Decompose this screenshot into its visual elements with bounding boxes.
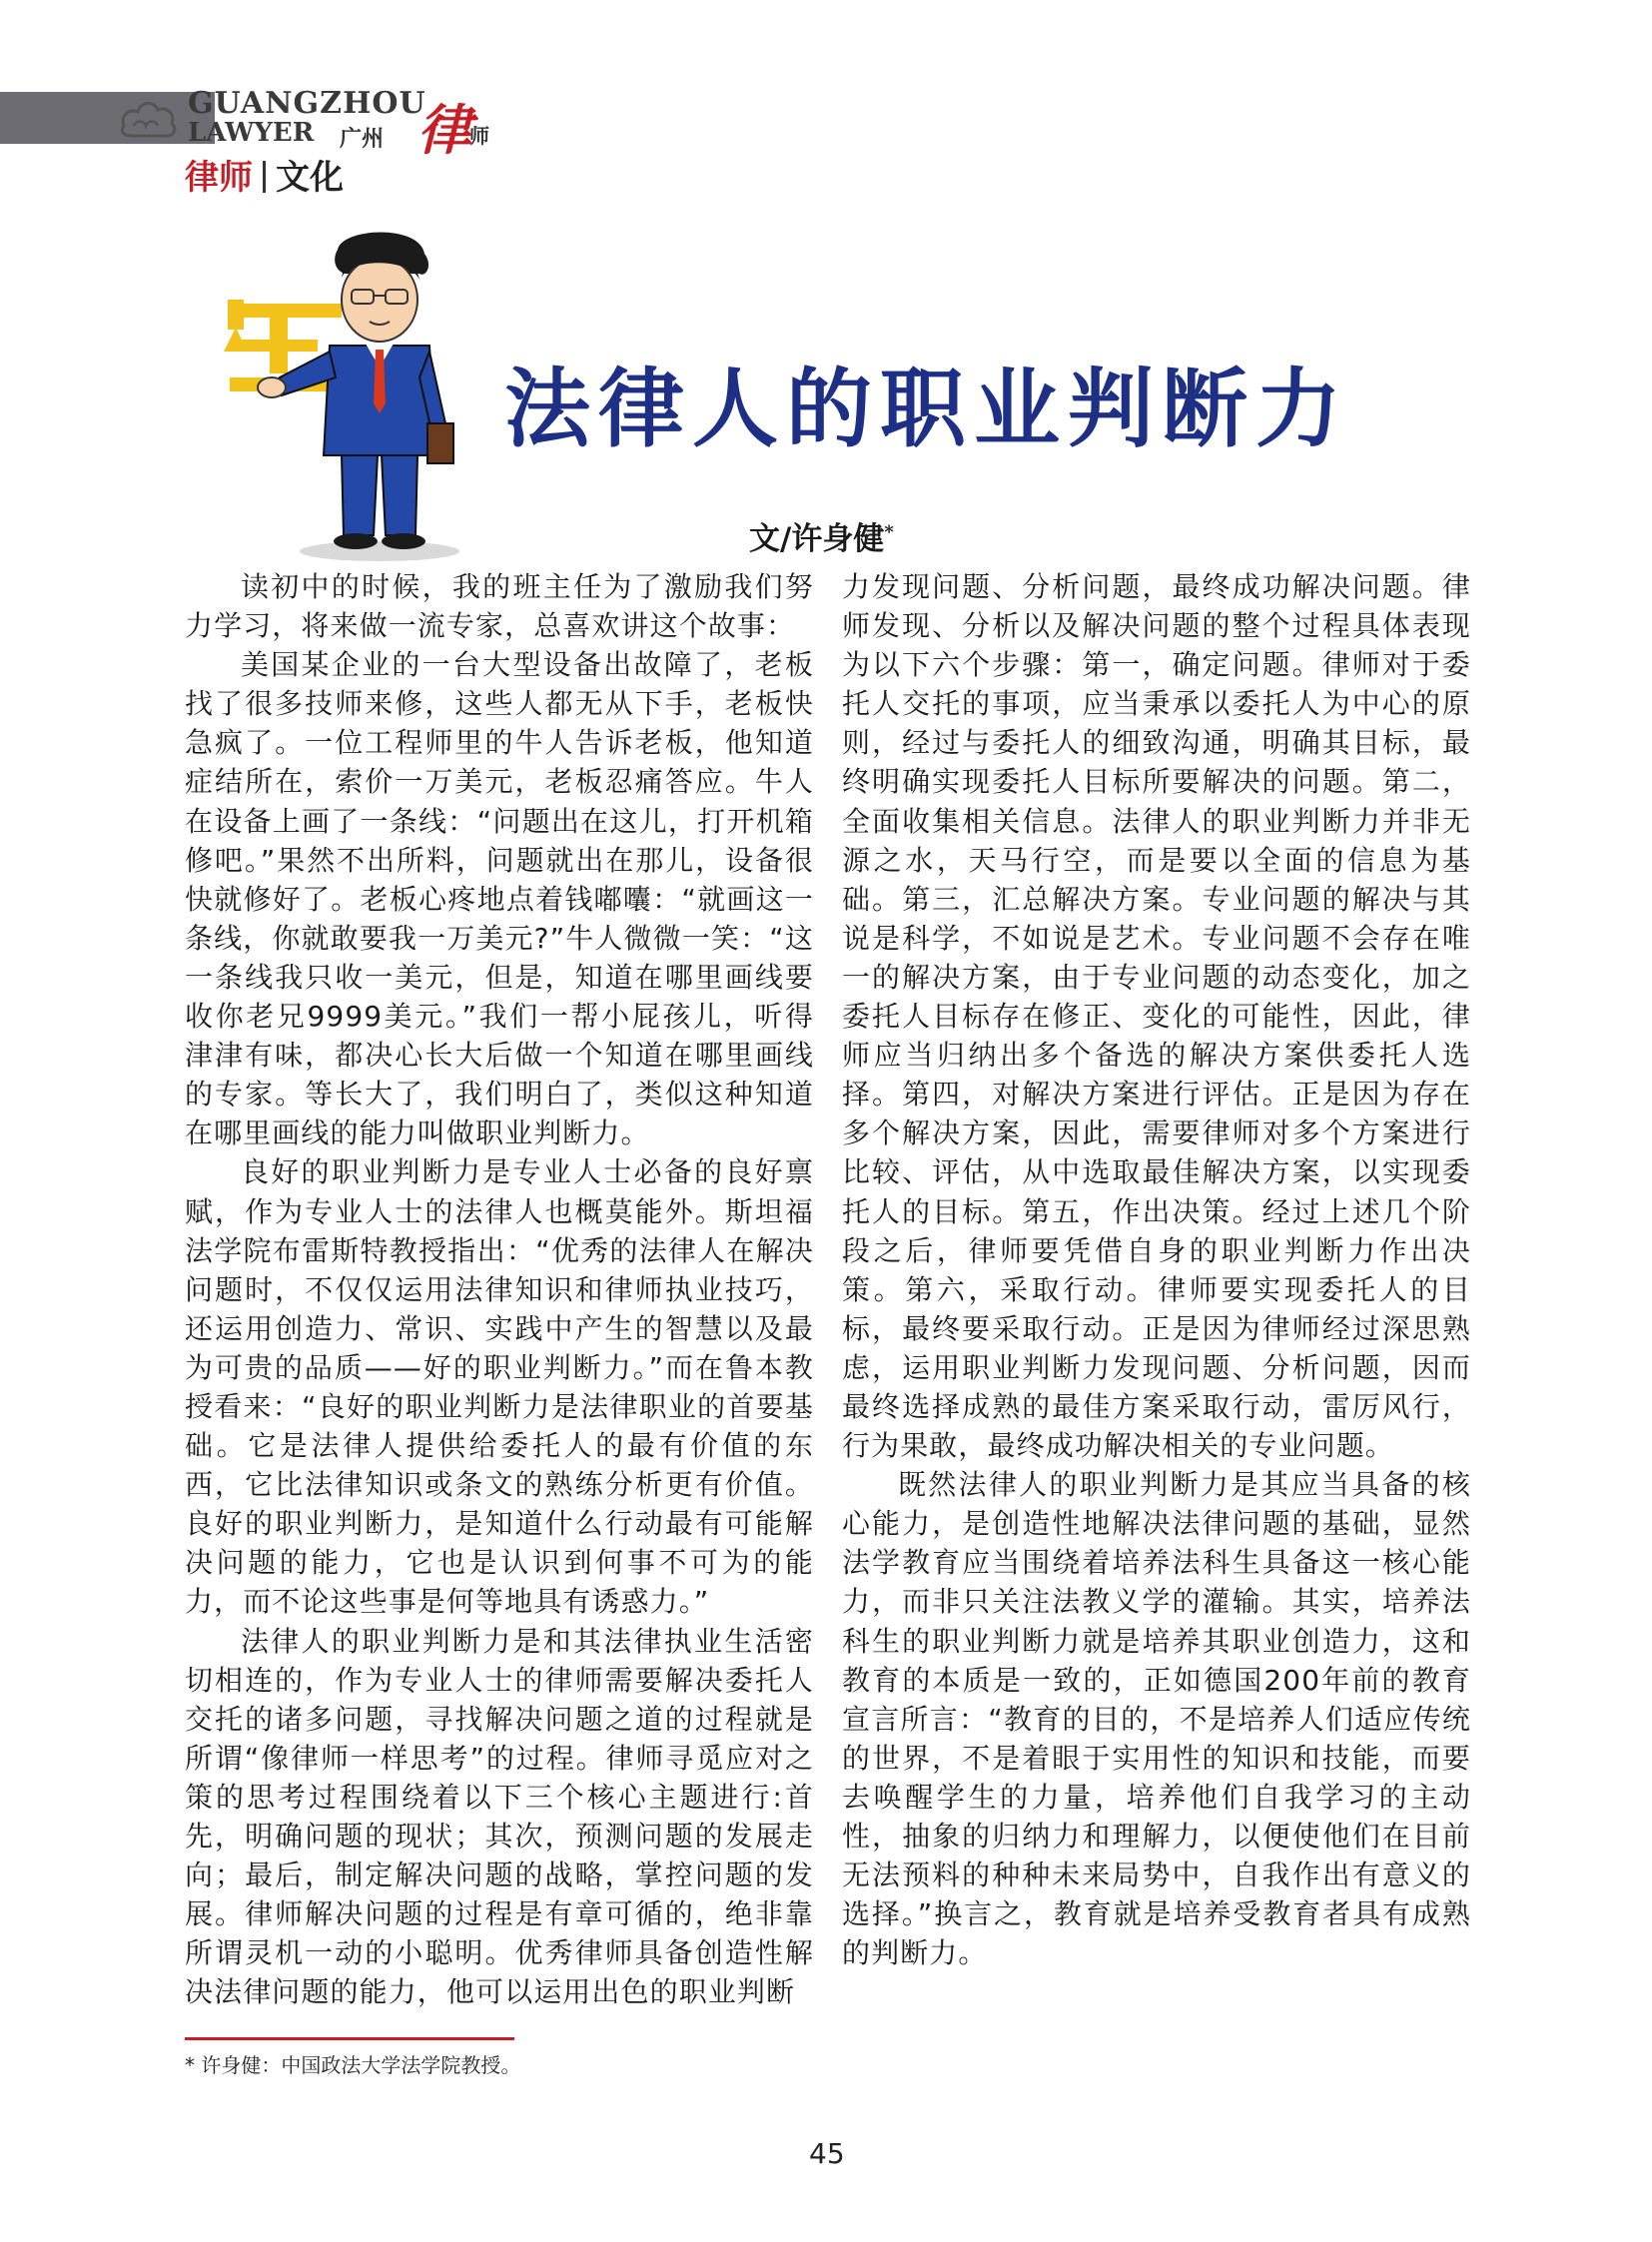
column-sub: 文化	[276, 158, 344, 198]
column-tag	[185, 150, 344, 199]
paragraph: 良好的职业判断力是专业人士必备的良好禀赋，作为专业人士的法律人也概莫能外。斯坦福法学院布雷斯特教授指出：“优秀的法律人在解决问题时，不仅仅运用法律知识和律师执业技巧，还运用创造力、常识、实践中产生的智慧以及最为可贵的品质——好的职业判断力。”而在鲁本教授看来：“良好的职业判断力是法律职业的首要基础。它是法律人提供给委托人的最有价值的东西，它比法律知识或条文的熟练分析更有价值。良好的职业判断力，是知道什么行动最有可能解决问题的能力，它也是认识到何事不可为的能力，而不论这些事是何等地具有诱惑力。”	[185, 1155, 814, 1619]
author-footnote: * 许身健：中国政法大学法学院教授。	[185, 2053, 521, 2077]
page-number: 45	[809, 2137, 845, 2170]
paragraph: 读初中的时候，我的班主任为了激励我们努力学习，将来做一流专家，总喜欢讲这个故事：	[185, 570, 814, 643]
lawyer-cartoon-illustration	[220, 228, 519, 567]
article-byline	[749, 513, 894, 558]
right-column	[842, 567, 1471, 1972]
paragraph: 既然法律人的职业判断力是其应当具备的核心能力，是创造性地解决法律问题的基础，显然法学教育应当围绕着培养法科生具备这一核心能力，而非只关注法教义学的灌输。其实，培养法科生的职业判断力就是培养其职业创造力，这和教育的本质是一致的，正如德国200年前的教育宣言所言：“教育的目的，不是培养人们适应传统的世界，不是着眼于实用性的知识和技能，而要去唤醒学生的力量，培养他们自我学习的主动性，抽象的归纳力和理解力，以便使他们在目前无法预料的种种未来局势中，自我作出有意义的选择。”换言之，教育就是培养受教育者具有成熟的判断力。	[842, 1468, 1471, 1970]
logo-guangzhou-cn: 广州	[340, 126, 385, 152]
article-title: 法律人的职业判断力	[504, 359, 1349, 459]
logo-shi-character: 师	[469, 124, 489, 148]
paragraph-continued: 力发现问题、分析问题，最终成功解决问题。律师发现、分析以及解决问题的整个过程具体表现为以下六个步骤：第一，确定问题。律师对于委托人交托的事项，应当秉承以委托人为中心的原则，经过与委托人的细致沟通，明确其目标，最终明确实现委托人目标所要解决的问题。第二，全面收集相关信息。法律人的职业判断力并非无源之水，天马行空，而是要以全面的信息为基础。第三，汇总解决方案。专业问题的解决与其说是科学，不如说是艺术。专业问题不会存在唯一的解决方案，由于专业问题的动态变化，加之委托人目标存在修正、变化的可能性，因此，律师应当归纳出多个备选的解决方案供委托人选择。第四，对解决方案进行评估。正是因为存在多个解决方案，因此，需要律师对多个方案进行比较、评估，从中选取最佳解决方案，以实现委托人的目标。第五，作出决策。经过上述几个阶段之后，律师要凭借自身的职业判断力作出决策。第六，采取行动。律师要实现委托人的目标，最终要采取行动。正是因为律师经过深思熟虑，运用职业判断力发现问题、分析问题，因而最终选择成熟的最佳方案采取行动，雷厉风行，行为果敢，最终成功解决相关的专业问题。	[842, 570, 1471, 1463]
paragraph: 美国某企业的一台大型设备出故障了，老板找了很多技师来修，这些人都无从下手，老板快急疯了。一位工程师里的牛人告诉老板，他知道症结所在，索价一万美元，老板忍痛答应。牛人在设备上画了一条线：“问题出在这儿，打开机箱修吧。”果然不出所料，问题就出在那儿，设备很快就修好了。老板心疼地点着钱嘟囔：“就画这一条线，你就敢要我一万美元?”牛人微微一笑：“这一条线我只收一美元，但是，知道在哪里画线要收你老兄9999美元。”我们一帮小屁孩儿，听得津津有味，都决心长大后做一个知道在哪里画线的专家。等长大了，我们明白了，类似这种知道在哪里画线的能力叫做职业判断力。	[185, 648, 814, 1150]
magazine-logo	[118, 86, 497, 162]
logo-guangzhou: GUANGZHOU	[188, 86, 426, 121]
paragraph: 法律人的职业判断力是和其法律执业生活密切相连的，作为专业人士的律师需要解决委托人交托的诸多问题，寻找解决问题之道的过程就是所谓“像律师一样思考”的过程。律师寻觅应对之策的思考过程围绕着以下三个核心主题进行:首先，明确问题的现状；其次，预测问题的发展走向；最后，制定解决问题的战略，掌控问题的发展。律师解决问题的过程是有章可循的，绝非靠所谓灵机一动的小聪明。优秀律师具备创造性解决法律问题的能力，他可以运用出色的职业判断	[185, 1624, 814, 2009]
byline-text: 文/许身健	[749, 521, 885, 557]
column-divider	[263, 161, 266, 193]
footnote-rule	[185, 2037, 514, 2040]
left-column	[185, 567, 814, 2011]
logo-lawyer: LAWYER	[188, 118, 315, 148]
column-main: 律师	[185, 158, 253, 198]
cloud-emblem-icon	[118, 92, 180, 144]
logo-lv-character: 律	[417, 98, 471, 162]
lawyer-figure	[258, 233, 459, 562]
byline-footnote-mark: *	[884, 521, 894, 543]
